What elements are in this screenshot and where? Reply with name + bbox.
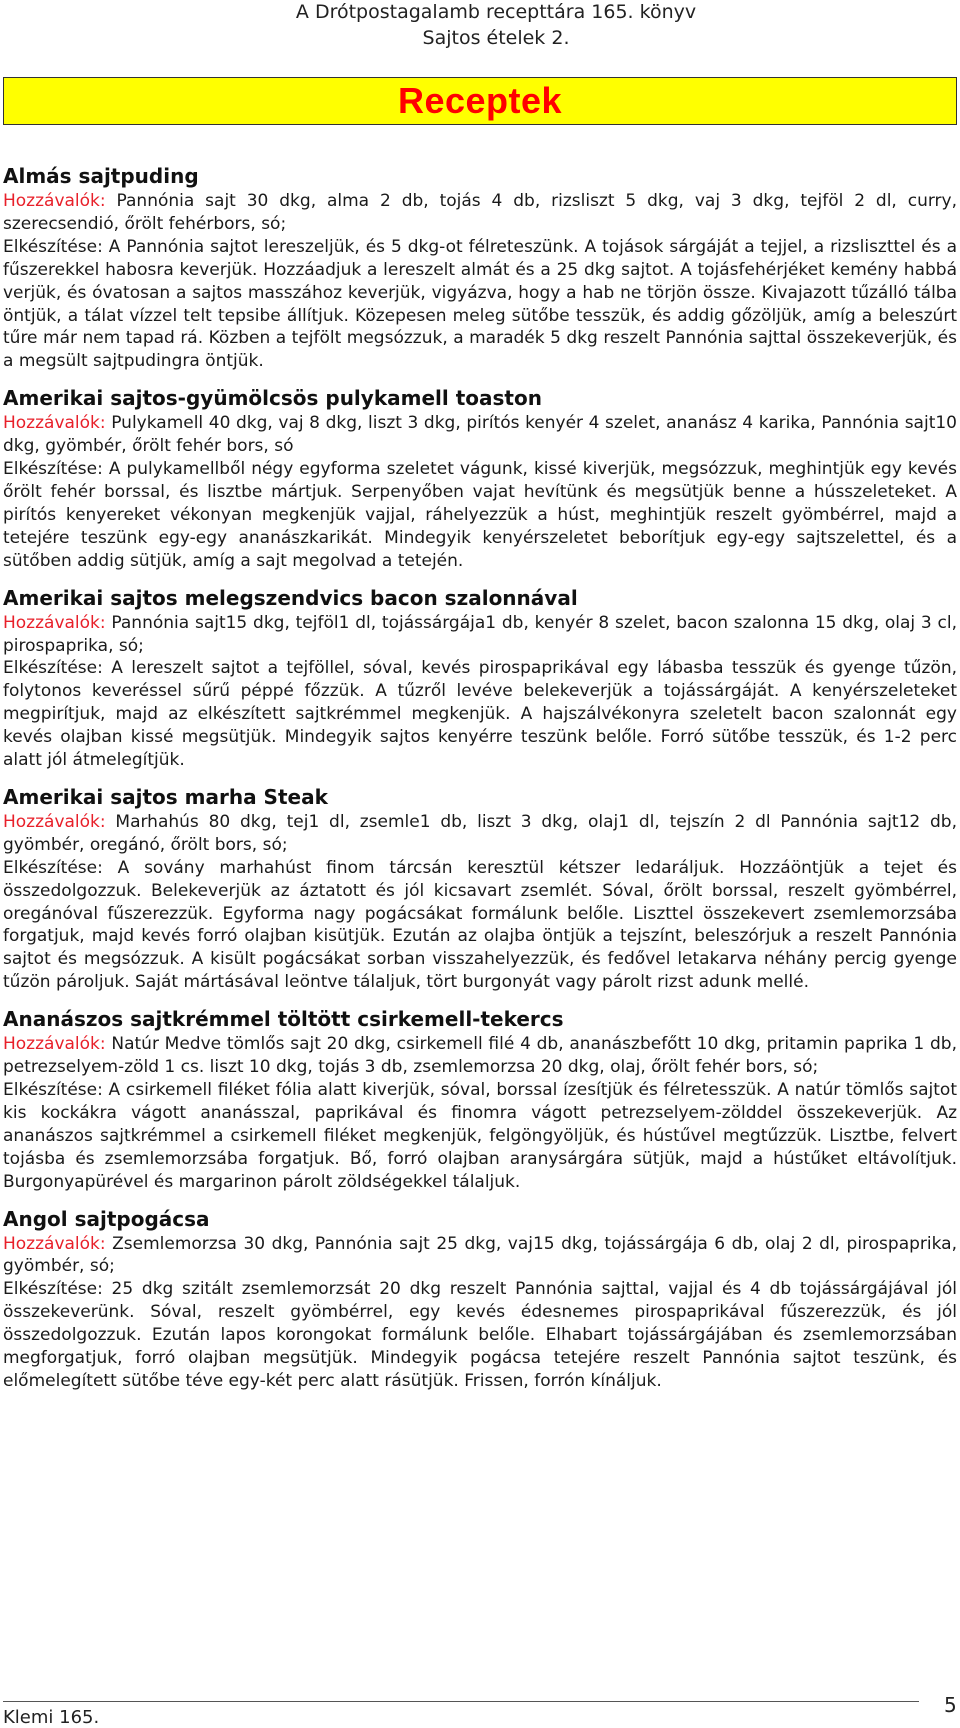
- ingredients-label: Hozzávalók:: [3, 413, 106, 434]
- ingredients-text: Natúr Medve tömlős sajt 20 dkg, csirkemell filé 4 db, ananászbefőtt 10 dkg, pritamin paprika 1 db, petrezselyem-zöld 1 cs. liszt 10 dkg, tojás 3 db, zsemlemorzsa 20 dkg, olaj, őrölt fehér bors, só;: [3, 1034, 957, 1078]
- recipe-method: [3, 657, 957, 772]
- recipe-ingredients: [3, 1233, 957, 1279]
- recipe-ingredients: [3, 190, 957, 236]
- ingredients-text: Pannónia sajt15 dkg, tejföl1 dl, tojássárgája1 db, kenyér 8 szelet, bacon szalonna 15 dkg, olaj 3 cl, pirospaprika, só;: [3, 612, 957, 656]
- recipe-method: [3, 1079, 957, 1194]
- method-text: A csirkemell filéket fólia alatt kiverjük, sóval, borssal ízesítjük és félretesszük. A natúr tömlős sajtot kis kockákra vágott ananásszal, paprikával és finomra vágott petrezselyem-zölddel összekeverjük. Az ananászos sajtkrémmel a csirkemell filéket megkenjük, felgöngyöljük, és hústűvel megtűzzük. Lisztbe, felvert tojásba és zsemlemorzsába forgatjuk. Bő, forró olajban aranysárgára sütjük, majd a hústűket eltávolítjuk. Burgonyapürével és margarinon párolt zöldségekkel tálaljuk.: [3, 1080, 957, 1192]
- recipe-item: [3, 1206, 957, 1393]
- recipe-ingredients: [3, 412, 957, 458]
- recipe-method: [3, 1278, 957, 1393]
- recipe-item: [3, 385, 957, 572]
- footer-divider: [3, 1701, 919, 1702]
- method-label: Elkészítése:: [3, 857, 103, 878]
- recipe-ingredients: [3, 811, 957, 857]
- method-text: 25 dkg szitált zsemlemorzsát 20 dkg reszelt Pannónia sajttal, vajjal és 4 db tojássárgájával jól összekeverünk. Sóval, reszelt gyömbérrel, egy kevés édesnemes pirospaprikával fűszerezzük, és jól összedolgozzuk. Ezután lapos korongokat formálunk belőle. Elhabart tojássárgájában és zsemlemorzsában megforgatjuk, forró olajban megsütjük. Mindegyik pogácsa tetejére reszelt Pannónia sajtot teszünk, és előmelegített sütőbe téve egy-két perc alatt rásütjük. Frissen, forrón kínáljuk.: [3, 1279, 957, 1391]
- page-footer: [0, 1693, 960, 1728]
- ingredients-text: Marhahús 80 dkg, tej1 dl, zsemle1 db, liszt 3 dkg, olaj1 dl, tejszín 2 dl Pannónia sajt12 db, gyömbér, oregánó, őrölt bors, só;: [3, 811, 957, 855]
- recipe-item: [3, 1006, 957, 1193]
- section-banner: [3, 77, 957, 125]
- recipe-title: Amerikai sajtos marha Steak: [3, 784, 328, 809]
- recipe-item: [3, 784, 957, 994]
- method-text: A sovány marhahúst finom tárcsán keresztül kétszer ledaráljuk. Hozzáöntjük a tejet és összedolgozzuk. Belekeverjük az áztatott és jól kicsavart zsemlét. Sóval, őrölt borssal, reszelt gyömbérrel, oregánóval fűszerezzük. Egyforma nagy pogácsákat formálunk belőle. Liszttel összekevert zsemlemorzsába forgatjuk, majd kevés forró olajban kisütjük. Ezután az olajba öntjük a tejszínt, beleszórjuk a reszelt Pannónia sajtot és megsózzuk. A kisült pogácsákat sorban visszahelyezzük, és fedővel letakarva néhány percig gyenge tűzön pároljuk. Saját mártásával leöntve tálaljuk, tört burgonyát vagy párolt rizst adunk mellé.: [3, 857, 957, 993]
- recipe-list: [3, 163, 957, 1405]
- recipe-title: Amerikai sajtos melegszendvics bacon szalonnával: [3, 585, 578, 610]
- method-label: Elkészítése:: [3, 1279, 103, 1300]
- recipe-title: Ananászos sajtkrémmel töltött csirkemell-tekercs: [3, 1007, 564, 1032]
- recipe-ingredients: [3, 1033, 957, 1079]
- ingredients-label: Hozzávalók:: [3, 612, 106, 633]
- method-label: Elkészítése:: [3, 459, 103, 480]
- method-label: Elkészítése:: [3, 1080, 103, 1100]
- recipe-title: Angol sajtpogácsa: [3, 1206, 210, 1231]
- book-title: A Drótpostagalamb recepttára 165. könyv: [295, 1, 697, 23]
- recipe-title: Amerikai sajtos-gyümölcsös pulykamell toaston: [3, 386, 542, 411]
- ingredients-text: Pannónia sajt 30 dkg, alma 2 db, tojás 4 db, rizsliszt 5 dkg, vaj 3 dkg, tejföl 2 dl, curry, szerecsendió, őrölt fehérbors, só;: [3, 191, 957, 234]
- footer-author: Klemi 165.: [3, 1707, 100, 1728]
- ingredients-label: Hozzávalók:: [3, 191, 106, 211]
- recipe-method: [3, 458, 957, 573]
- page-number: 5: [944, 1693, 957, 1717]
- book-subtitle: Sajtos ételek 2.: [422, 27, 570, 49]
- recipe-ingredients: [3, 612, 957, 658]
- ingredients-label: Hozzávalók:: [3, 1233, 106, 1254]
- section-title: Receptek: [397, 80, 563, 121]
- ingredients-text: Pulykamell 40 dkg, vaj 8 dkg, liszt 3 dkg, pirítós kenyér 4 szelet, ananász 4 karika, Pannónia sajt10 dkg, gyömbér, őrölt fehér bors, só: [3, 413, 957, 457]
- method-label: Elkészítése:: [3, 658, 103, 679]
- ingredients-text: Zsemlemorzsa 30 dkg, Pannónia sajt 25 dkg, vaj15 dkg, tojássárgája 6 db, olaj 2 dl, pirospaprika, gyömbér, só;: [3, 1233, 957, 1277]
- recipe-item: [3, 585, 957, 772]
- recipe-item: [3, 163, 957, 373]
- recipe-method: [3, 857, 957, 994]
- ingredients-label: Hozzávalók:: [3, 811, 106, 832]
- method-text: A Pannónia sajtot lereszeljük, és 5 dkg-ot félreteszünk. A tojások sárgáját a tejjel, a rizsliszttel és a fűszerekkel habosra keverjük. Hozzáadjuk a lereszelt almát és a 25 dkg sajtot. A tojásfehérjéket kemény habbá verjük, és óvatosan a sajtos masszához keverjük, vigyázva, hogy a hab ne törjön össze. Kivajazott tűzálló tálba öntjük, a tálat vízzel telt tepsibe állítjuk. Közepesen meleg sütőbe tesszük, és addig gőzöljük, amíg a beleszúrt tűre már nem tapad rá. Közben a tejfölt megsózzuk, a maradék 5 dkg reszelt Pannónia sajttal összekeverjük, és a megsült sajtpudingra öntjük.: [3, 236, 957, 372]
- recipe-method: [3, 236, 957, 373]
- method-text: A lereszelt sajtot a tejföllel, sóval, kevés pirospaprikával egy lábasba tesszük és gyenge tűzön, folytonos keveréssel sűrű péppé főzzük. A tűzről levéve belekeverjük a tojássárgáját. A kenyérszeleteket megpirítjuk, majd az elkészített sajtkrémmel megkenjük. A hajszálvékonyra szeletelt bacon szalonnát egy kevés olajban kissé megsütjük. Mindegyik sajtos kenyérre teszünk belőle. Forró sütőbe tesszük, és 1-2 perc alatt jól átmelegítjük.: [3, 658, 957, 771]
- ingredients-label: Hozzávalók:: [3, 1034, 106, 1055]
- method-label: Elkészítése:: [3, 236, 103, 257]
- recipe-title: Almás sajtpuding: [3, 164, 199, 188]
- method-text: A pulykamellből négy egyforma szeletet vágunk, kissé kiverjük, megsózzuk, meghintjük egy kevés őrölt fehér borssal, és lisztbe mártjuk. Serpenyőben vajat hevítünk és megsütjük benne a hússzeleteket. A pirítós kenyereket vékonyan megkenjük vajjal, ráhelyezzük a húst, meghintjük reszelt gyömbérrel, majd a tetejére teszünk egy-egy ananászkarikát. Mindegyik kenyérszeletet beborítjuk egy-egy sajtszelettel, és a sütőben addig sütjük, amíg a sajt megolvad a tetején.: [3, 459, 957, 571]
